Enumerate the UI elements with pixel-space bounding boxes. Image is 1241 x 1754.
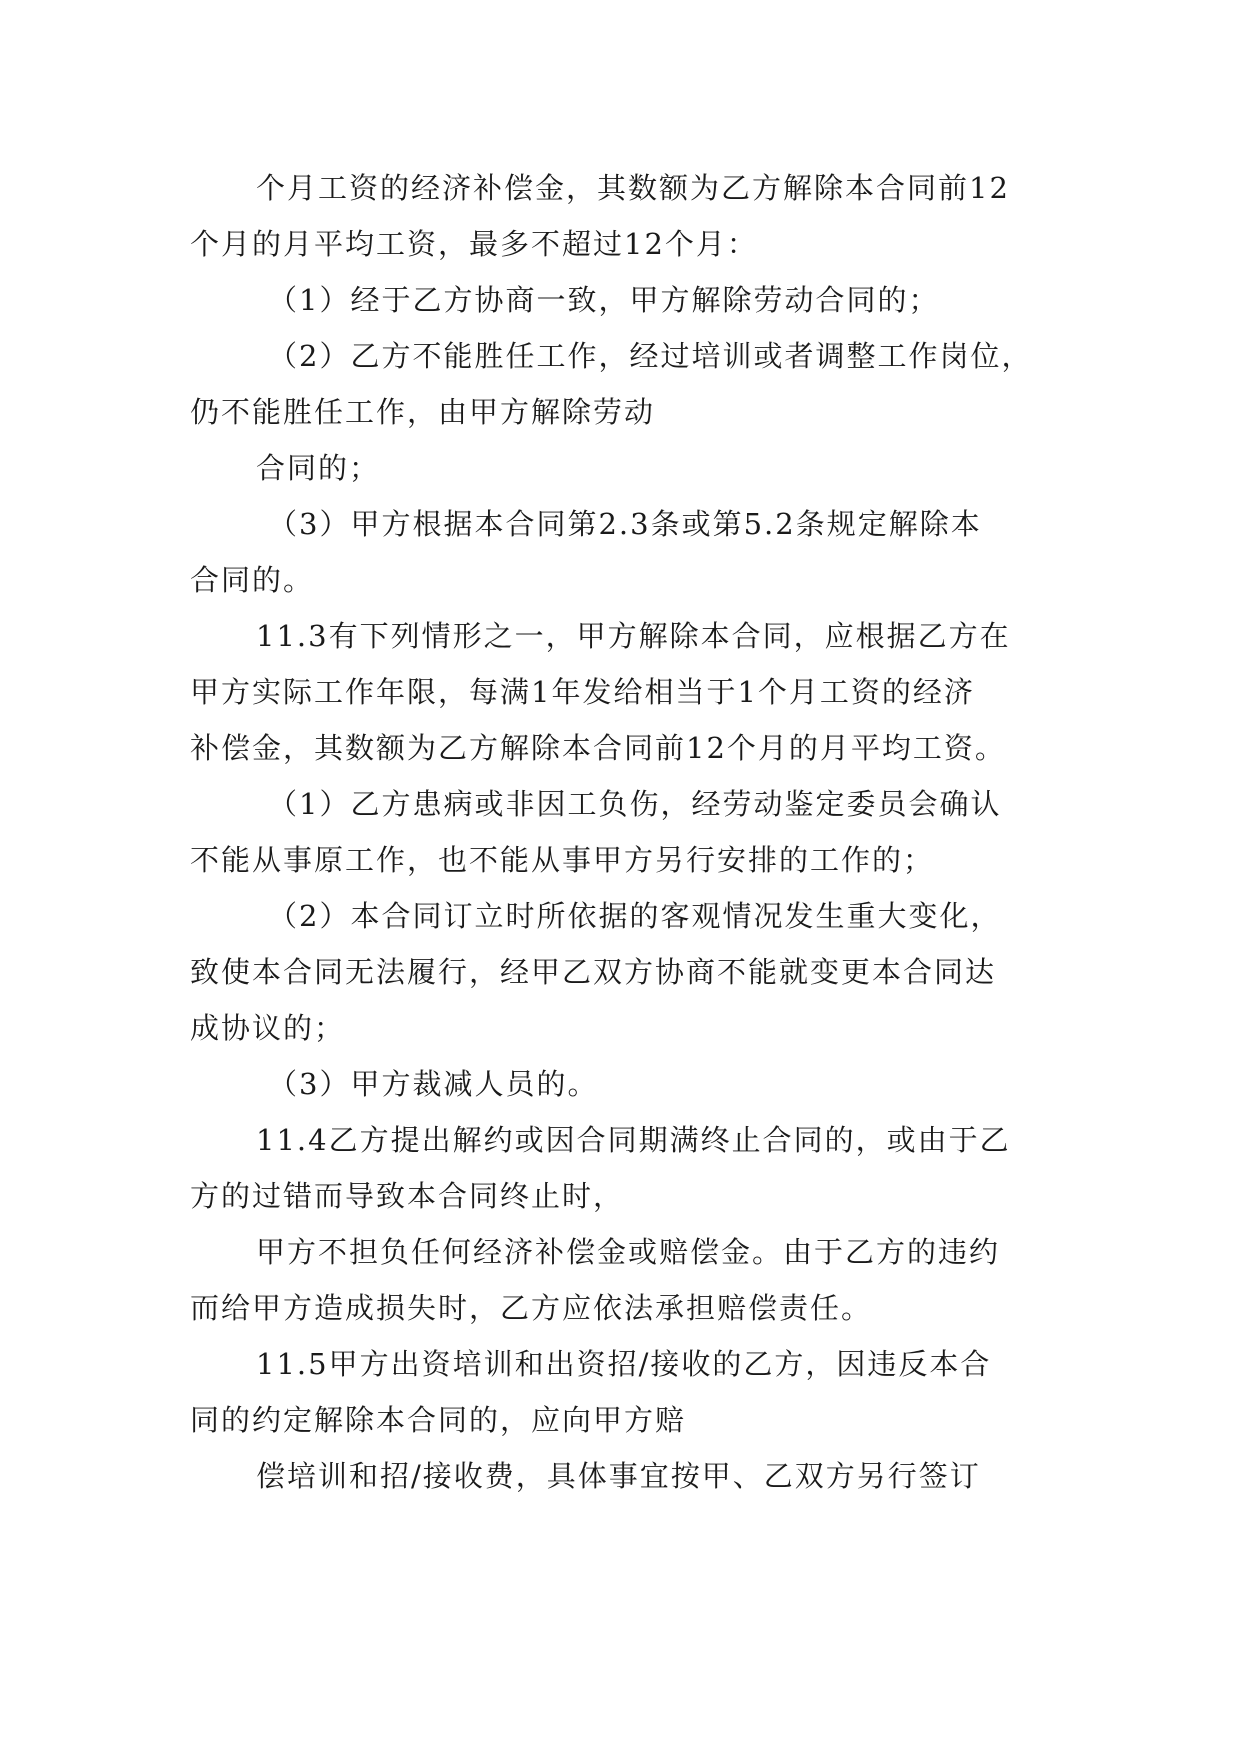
text-line: 合同的。 <box>190 563 315 597</box>
text-line: 个月工资的经济补偿金，其数额为乙方解除本合同前12 <box>256 171 1010 205</box>
text-line: 偿培训和招/接收费，具体事宜按甲、乙双方另行签订 <box>256 1459 981 1493</box>
text-line: 11.5甲方出资培训和出资招/接收的乙方，因违反本合 <box>256 1347 992 1381</box>
text-line: 而给甲方造成损失时，乙方应依法承担赔偿责任。 <box>190 1291 873 1325</box>
text-line: （3）甲方根据本合同第2.3条或第5.2条规定解除本 <box>268 507 982 541</box>
text-line: （3）甲方裁减人员的。 <box>268 1067 599 1101</box>
text-line: 甲方实际工作年限，每满1年发给相当于1个月工资的经济 <box>190 675 975 709</box>
text-line: （2）乙方不能胜任工作，经过培训或者调整工作岗位， <box>268 339 1033 373</box>
text-line: 11.3有下列情形之一，甲方解除本合同，应根据乙方在 <box>256 619 1011 653</box>
text-line: 11.4乙方提出解约或因合同期满终止合同的，或由于乙 <box>256 1123 1011 1157</box>
text-line: （1）乙方患病或非因工负伤，经劳动鉴定委员会确认 <box>268 787 1002 821</box>
text-line: （2）本合同订立时所依据的客观情况发生重大变化， <box>268 899 1002 933</box>
text-line: 方的过错而导致本合同终止时， <box>190 1179 625 1213</box>
text-line: 致使本合同无法履行，经甲乙双方协商不能就变更本合同达 <box>190 955 997 989</box>
text-line: 仍不能胜任工作，由甲方解除劳动 <box>190 395 656 429</box>
text-line: 不能从事原工作，也不能从事甲方另行安排的工作的； <box>190 843 935 877</box>
text-line: 个月的月平均工资，最多不超过12个月： <box>190 227 758 261</box>
text-line: （1）经于乙方协商一致，甲方解除劳动合同的； <box>268 283 940 317</box>
text-line: 补偿金，其数额为乙方解除本合同前12个月的月平均工资。 <box>190 731 1006 765</box>
text-line: 成协议的； <box>190 1011 346 1045</box>
contract-body-text <box>190 160 1070 1504</box>
text-line: 甲方不担负任何经济补偿金或赔偿金。由于乙方的违约 <box>256 1235 1001 1269</box>
text-line: 合同的； <box>256 451 381 485</box>
text-line: 同的约定解除本合同的，应向甲方赔 <box>190 1403 687 1437</box>
